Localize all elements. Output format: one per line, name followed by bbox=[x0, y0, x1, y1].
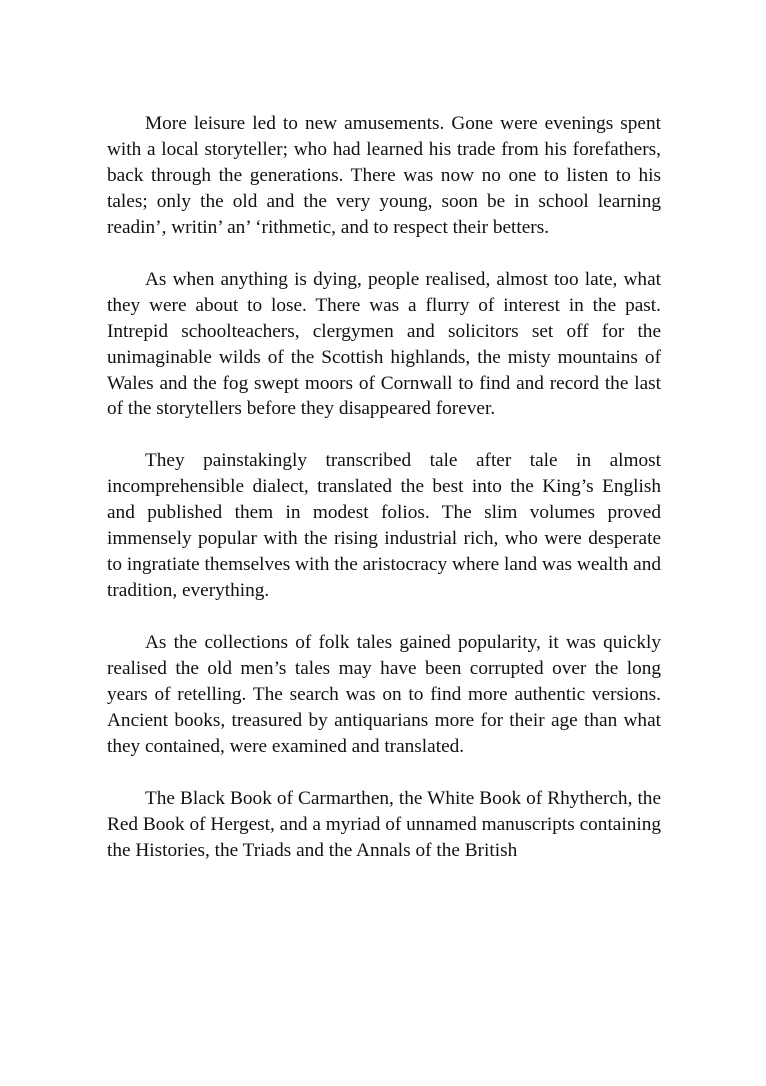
paragraph-transcribed-tales: They painstakingly transcribed tale after tale in almost incomprehensible dialect, translated the best into the King’s English and published them in modest folios. The slim volumes proved immensely popular with the rising industrial rich, who were desperate to ingratiate themselves with the aristocracy where land was wealth and tradition, everything. bbox=[107, 450, 661, 602]
paragraph-ancient-books: The Black Book of Carmarthen, the White Book of Rhytherch, the Red Book of Hergest, and a myriad of unnamed manuscripts containing the Histories, the Triads and the Annals of the British bbox=[107, 787, 661, 861]
paragraph-leisure: More leisure led to new amusements. Gone were evenings spent with a local storyteller; who had learned his trade from his forefathers, back through the generations. There was now no one to listen to his tales; only the old and the very young, soon be in school learning readin’, writin’ an’ ‘rithmetic, and to respect their betters. bbox=[107, 113, 661, 238]
paragraph-folk-tales-popularity: As the collections of folk tales gained popularity, it was quickly realised the old men’s tales may have been corrupted over the long years of retelling. The search was on to find more authentic versions. Ancient books, treasured by antiquarians more for their age than what they contained, were examined and translated. bbox=[107, 632, 661, 757]
paragraph-dying-interest: As when anything is dying, people realised, almost too late, what they were about to lose. There was a flurry of interest in the past. Intrepid schoolteachers, clergymen and solicitors set off for the unimaginable wilds of the Scottish highlands, the misty mountains of Wales and the fog swept moors of Cornwall to find and record the last of the storytellers before they disappeared forever. bbox=[107, 268, 661, 420]
document-page bbox=[107, 111, 661, 864]
